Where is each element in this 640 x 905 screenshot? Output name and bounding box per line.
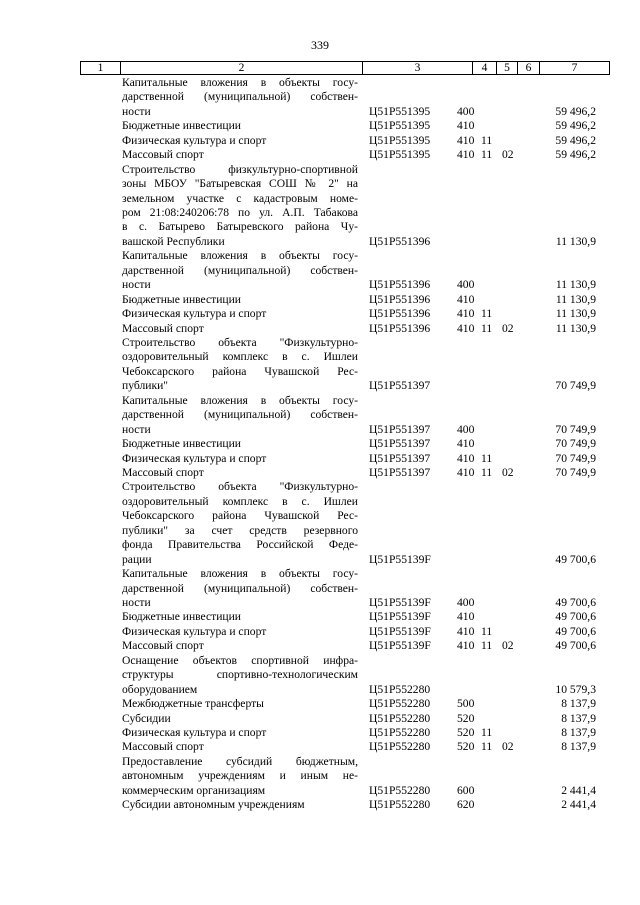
row-name: [122, 249, 358, 292]
row-name-line: Бюджетные инвестиции: [122, 610, 242, 624]
table-row: [0, 249, 640, 292]
row-col-4: 410: [457, 624, 475, 638]
row-code: Ц51Р551395: [369, 133, 431, 147]
row-name: [122, 134, 358, 148]
table-row: [0, 654, 640, 697]
row-col-5: 11: [481, 307, 493, 321]
row-code: Ц51Р551397: [369, 437, 431, 451]
row-code: Ц51Р551396: [369, 321, 431, 335]
row-col-4: 410: [457, 133, 475, 147]
row-col-4: 520: [457, 726, 475, 740]
row-col-5: 11: [481, 740, 493, 754]
table-row: [0, 307, 640, 321]
header-col-5: 5: [497, 62, 518, 74]
row-name-line: Бюджетные инвестиции: [122, 292, 242, 306]
row-name-line: Строительство объекта "Физкультурно-: [122, 480, 358, 494]
row-name-line: ром 21:08:240206:78 по ул. А.П. Табакова: [122, 205, 358, 219]
row-code: Ц51Р551396: [369, 292, 431, 306]
row-name: [122, 394, 358, 437]
row-name-line: структуры спортивно-технологическим: [122, 668, 358, 682]
row-col-4: 410: [457, 292, 475, 306]
row-name-line: Субсидии: [122, 711, 171, 725]
header-col-1: 1: [81, 62, 121, 74]
row-code: Ц51Р552280: [369, 697, 431, 711]
row-col-5: 11: [481, 148, 493, 162]
row-amount: 11 130,9: [555, 321, 596, 335]
row-amount: 70 749,9: [555, 422, 596, 436]
row-name-line: вашской Республики: [122, 234, 225, 248]
row-name-line: коммерческим организациям: [122, 783, 266, 797]
row-name: [122, 480, 358, 567]
row-name-line: Чебоксарского района Чувашской Рес-: [122, 509, 358, 523]
row-amount: 8 137,9: [561, 711, 596, 725]
row-name: [122, 740, 358, 754]
row-name: [122, 466, 358, 480]
table-header: [80, 61, 610, 75]
row-col-6: 02: [502, 148, 514, 162]
row-code: Ц51Р552280: [369, 740, 431, 754]
row-amount: 49 700,6: [555, 552, 596, 566]
row-code: Ц51Р551395: [369, 148, 431, 162]
row-name-line: Субсидии автономным учреждениям: [122, 798, 305, 812]
row-code: Ц51Р551396: [369, 278, 431, 292]
row-col-5: 11: [481, 466, 493, 480]
row-name-line: Капитальные вложения в объекты госу-: [122, 393, 358, 407]
row-name-line: ности: [122, 278, 151, 292]
row-col-5: 11: [481, 726, 493, 740]
row-name-line: Бюджетные инвестиции: [122, 437, 242, 451]
row-code: Ц51Р552280: [369, 711, 431, 725]
row-code: Ц51Р551397: [369, 379, 431, 393]
row-col-5: 11: [481, 624, 493, 638]
row-col-4: 500: [457, 697, 475, 711]
row-name-line: публики": [122, 379, 169, 393]
row-col-4: 410: [457, 307, 475, 321]
row-col-4: 410: [457, 148, 475, 162]
row-col-5: 11: [481, 321, 493, 335]
row-col-6: 02: [502, 321, 514, 335]
table-row: [0, 437, 640, 451]
row-amount: 49 700,6: [555, 596, 596, 610]
row-name-line: Массовый спорт: [122, 148, 204, 162]
row-code: Ц51Р551396: [369, 234, 431, 248]
row-name-line: Массовый спорт: [122, 466, 204, 480]
row-amount: 11 130,9: [555, 307, 596, 321]
row-amount: 11 130,9: [555, 234, 596, 248]
table-row: [0, 567, 640, 610]
table-row: [0, 336, 640, 394]
row-name: [122, 437, 358, 451]
row-amount: 59 496,2: [555, 119, 596, 133]
row-name-line: публики" за счет средств резервного: [122, 523, 358, 537]
table-row: [0, 293, 640, 307]
table-row: [0, 134, 640, 148]
row-col-4: 400: [457, 278, 475, 292]
row-col-4: 410: [457, 466, 475, 480]
row-name-line: оздоровительный комплекс в с. Ишлеи: [122, 350, 358, 364]
row-name: [122, 755, 358, 798]
row-name: [122, 307, 358, 321]
row-name-line: Чебоксарского района Чувашской Рес-: [122, 364, 358, 378]
row-name: [122, 697, 358, 711]
row-amount: 59 496,2: [555, 133, 596, 147]
row-name-line: Массовый спорт: [122, 639, 204, 653]
row-name-line: дарственной (муниципальной) собствен-: [122, 581, 358, 595]
row-col-5: 11: [481, 639, 493, 653]
row-name-line: фонда Правительства Российской Феде-: [122, 538, 358, 552]
table-row: [0, 712, 640, 726]
row-name-line: Межбюджетные трансферты: [122, 697, 264, 711]
row-name-line: Массовый спорт: [122, 740, 204, 754]
row-name-line: земельном участке с кадастровым номе-: [122, 191, 358, 205]
table-row: [0, 322, 640, 336]
row-name-line: Массовый спорт: [122, 321, 204, 335]
table-row: [0, 610, 640, 624]
row-name-line: Строительство объекта "Физкультурно-: [122, 336, 358, 349]
row-col-5: 11: [481, 451, 493, 465]
row-col-6: 02: [502, 466, 514, 480]
row-amount: 49 700,6: [555, 624, 596, 638]
row-name-line: рации: [122, 552, 152, 566]
row-name-line: автономным учреждениям и иным не-: [122, 769, 358, 783]
row-amount: 8 137,9: [561, 740, 596, 754]
table-row: [0, 163, 640, 250]
row-name: [122, 293, 358, 307]
row-amount: 49 700,6: [555, 639, 596, 653]
row-code: Ц51Р551396: [369, 307, 431, 321]
row-name-line: ности: [122, 104, 151, 118]
row-name-line: Капитальные вложения в объекты госу-: [122, 249, 358, 263]
row-code: Ц51Р55139F: [369, 552, 431, 566]
row-col-4: 410: [457, 451, 475, 465]
row-name: [122, 726, 358, 740]
table-row: [0, 697, 640, 711]
row-name-line: Оснащение объектов спортивной инфра-: [122, 653, 358, 667]
row-col-4: 520: [457, 740, 475, 754]
row-name-line: ности: [122, 596, 151, 610]
page-number: 339: [311, 38, 329, 52]
table-row: [0, 740, 640, 754]
header-col-7: 7: [571, 62, 578, 74]
row-amount: 2 441,4: [561, 798, 596, 812]
row-amount: 70 749,9: [555, 437, 596, 451]
row-name: [122, 452, 358, 466]
table-row: [0, 119, 640, 133]
row-code: Ц51Р55139F: [369, 624, 431, 638]
table-row: [0, 480, 640, 567]
row-name: [122, 76, 358, 119]
row-name-line: дарственной (муниципальной) собствен-: [122, 263, 358, 277]
row-col-6: 02: [502, 740, 514, 754]
table-row: [0, 394, 640, 437]
row-col-4: 410: [457, 437, 475, 451]
row-col-4: 520: [457, 711, 475, 725]
row-name-line: оборудованием: [122, 682, 198, 696]
row-name: [122, 163, 358, 250]
row-name: [122, 119, 358, 133]
row-col-4: 410: [457, 119, 475, 133]
table-row: [0, 755, 640, 798]
row-name: [122, 610, 358, 624]
row-code: Ц51Р551397: [369, 466, 431, 480]
table-row: [0, 639, 640, 653]
row-col-4: 600: [457, 783, 475, 797]
row-name-line: в с. Батырево Батыревского района Чу-: [122, 220, 358, 234]
row-name-line: ности: [122, 422, 151, 436]
table-row: [0, 726, 640, 740]
row-amount: 59 496,2: [555, 148, 596, 162]
row-name: [122, 148, 358, 162]
row-name-line: оздоровительный комплекс в с. Ишлеи: [122, 494, 358, 508]
row-amount: 2 441,4: [561, 783, 596, 797]
row-code: Ц51Р551397: [369, 422, 431, 436]
row-code: Ц51Р55139F: [369, 610, 431, 624]
row-code: Ц51Р552280: [369, 798, 431, 812]
row-name-line: Бюджетные инвестиции: [122, 119, 242, 133]
row-name: [122, 654, 358, 697]
row-code: Ц51Р55139F: [369, 639, 431, 653]
row-amount: 70 749,9: [555, 466, 596, 480]
row-col-4: 620: [457, 798, 475, 812]
row-name-line: Физическая культура и спорт: [122, 624, 267, 638]
row-amount: 59 496,2: [555, 104, 596, 118]
row-name: [122, 712, 358, 726]
row-code: Ц51Р552280: [369, 726, 431, 740]
row-code: Ц51Р551397: [369, 451, 431, 465]
row-name: [122, 567, 358, 610]
row-col-4: 400: [457, 596, 475, 610]
row-name-line: дарственной (муниципальной) собствен-: [122, 408, 358, 422]
row-col-4: 400: [457, 104, 475, 118]
row-amount: 11 130,9: [555, 278, 596, 292]
row-code: Ц51Р552280: [369, 783, 431, 797]
table-row: [0, 148, 640, 162]
header-col-3: 3: [363, 62, 473, 74]
row-amount: 10 579,3: [555, 682, 596, 696]
header-col-4: 4: [473, 62, 497, 74]
row-col-4: 400: [457, 422, 475, 436]
table-row: [0, 798, 640, 812]
table-body: [0, 76, 640, 813]
table-row: [0, 452, 640, 466]
row-amount: 8 137,9: [561, 697, 596, 711]
row-code: Ц51Р55139F: [369, 596, 431, 610]
row-amount: 11 130,9: [555, 292, 596, 306]
row-name-line: зоны МБОУ "Батыревская СОШ № 2" на: [122, 177, 358, 191]
row-col-5: 11: [481, 133, 493, 147]
row-name-line: Физическая культура и спорт: [122, 307, 267, 321]
row-amount: 70 749,9: [555, 451, 596, 465]
row-col-6: 02: [502, 639, 514, 653]
row-code: Ц51Р552280: [369, 682, 431, 696]
table-row: [0, 466, 640, 480]
row-name-line: Физическая культура и спорт: [122, 451, 267, 465]
row-name: [122, 625, 358, 639]
row-name-line: Физическая культура и спорт: [122, 726, 267, 740]
row-name: [122, 639, 358, 653]
row-col-4: 410: [457, 321, 475, 335]
row-name: [122, 798, 358, 812]
table-row: [0, 625, 640, 639]
row-amount: 70 749,9: [555, 379, 596, 393]
row-name: [122, 336, 358, 394]
header-col-6: 6: [518, 62, 540, 74]
row-name-line: Физическая культура и спорт: [122, 133, 267, 147]
row-amount: 49 700,6: [555, 610, 596, 624]
header-col-2: 2: [121, 62, 363, 74]
row-name-line: Строительство физкультурно-спортивной: [122, 162, 358, 176]
row-col-4: 410: [457, 639, 475, 653]
row-name-line: Предоставление субсидий бюджетным,: [122, 754, 358, 768]
row-name: [122, 322, 358, 336]
row-name-line: Капитальные вложения в объекты госу-: [122, 76, 358, 89]
row-name-line: дарственной (муниципальной) собствен-: [122, 90, 358, 104]
row-code: Ц51Р551395: [369, 104, 431, 118]
row-amount: 8 137,9: [561, 726, 596, 740]
table-row: [0, 76, 640, 119]
row-name-line: Капитальные вложения в объекты госу-: [122, 567, 358, 581]
row-code: Ц51Р551395: [369, 119, 431, 133]
row-col-4: 410: [457, 610, 475, 624]
